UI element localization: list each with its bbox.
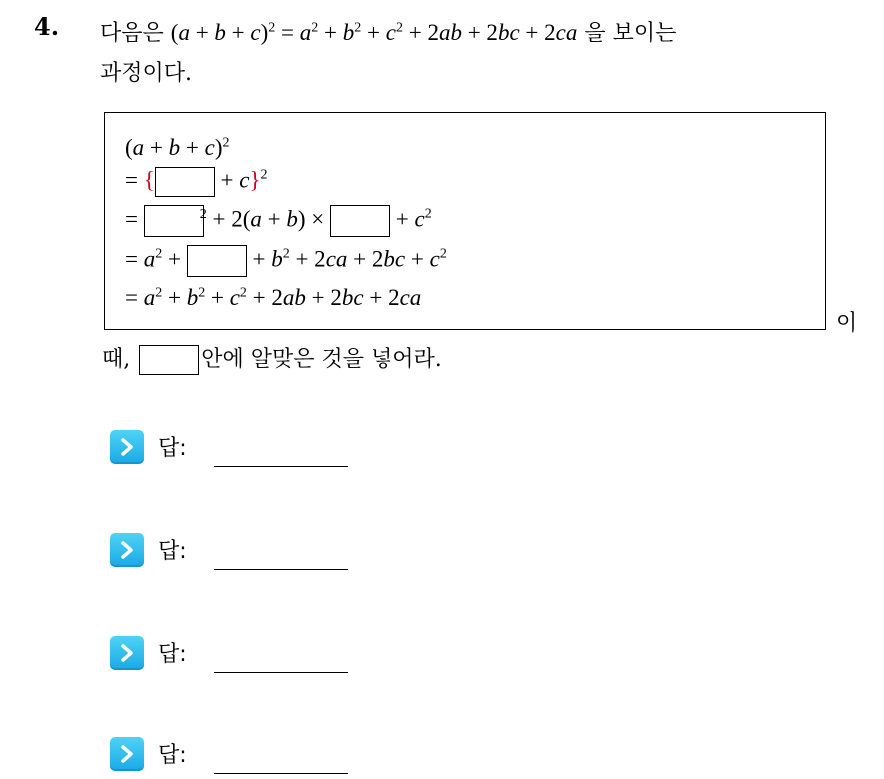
instruction-line xyxy=(102,342,442,378)
answer-row-3 xyxy=(110,636,370,676)
derivation-box xyxy=(104,112,826,330)
stem-formula: $(a + b + c)^2 = a^2 + b^2 + c^2 + 2ab + 2bc + 2ca$ xyxy=(170,20,578,45)
answer-label: 답: xyxy=(158,539,187,564)
instruction-blank xyxy=(139,345,199,375)
answer-input[interactable] xyxy=(214,569,348,570)
instruction-prefix: 때, xyxy=(102,347,131,372)
chevron-right-icon xyxy=(110,636,144,670)
answer-label: 답: xyxy=(158,743,187,768)
answer-row-2 xyxy=(110,533,370,573)
answer-label: 답: xyxy=(158,436,187,461)
derivation-line-4: = $a^2$ + + $b^2 + 2ca + 2bc + c^2$ xyxy=(125,245,447,277)
derivation-line-1: $(a + b + c)^2$ xyxy=(125,135,230,160)
open-brace: { xyxy=(143,167,155,193)
answer-row-4 xyxy=(110,737,370,777)
chevron-right-icon xyxy=(110,533,144,567)
derivation-line-2: = { + c}$^2$ xyxy=(125,167,268,197)
close-brace: } xyxy=(249,167,261,193)
chevron-right-icon xyxy=(110,430,144,464)
stem-line-2: 과정이다. xyxy=(100,61,193,86)
instruction-suffix: 안에 알맞은 것을 넣어라. xyxy=(201,347,442,372)
chevron-right-icon xyxy=(110,737,144,771)
blank-4[interactable] xyxy=(187,245,247,277)
blank-3[interactable] xyxy=(330,205,390,237)
answer-input[interactable] xyxy=(214,773,348,774)
derivation-line-5: = $a^2 + b^2 + c^2 + 2ab + 2bc + 2ca$ xyxy=(125,285,422,310)
answer-input[interactable] xyxy=(214,672,348,673)
blank-2[interactable] xyxy=(144,205,204,237)
trailing-i: 이 xyxy=(836,311,858,336)
answer-input[interactable] xyxy=(214,466,348,467)
answer-row-1 xyxy=(110,430,370,470)
blank-1[interactable] xyxy=(155,167,215,197)
derivation-line-3: = $^2$ + 2(a + b) × + $c^2$ xyxy=(125,205,432,237)
question-stem xyxy=(100,13,870,94)
stem-suffix: 을 보이는 xyxy=(584,21,677,46)
answer-label: 답: xyxy=(158,642,187,667)
stem-prefix: 다음은 xyxy=(100,21,164,46)
question-number: 4. xyxy=(34,12,60,41)
